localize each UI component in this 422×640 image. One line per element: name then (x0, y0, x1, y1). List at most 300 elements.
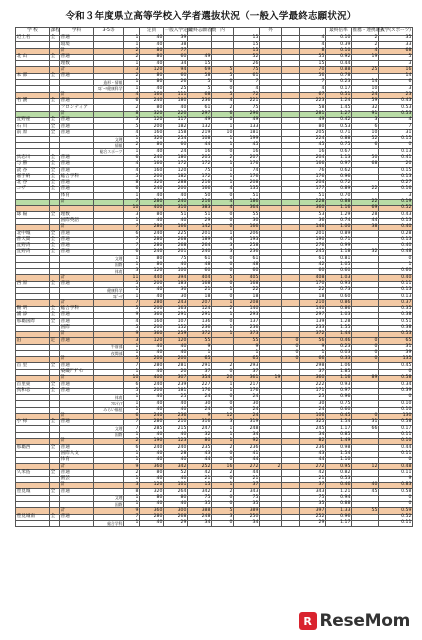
table-cell: 6 (124, 231, 140, 237)
table-cell: 201 (188, 231, 212, 237)
table-cell: 372 (300, 331, 326, 337)
table-cell: 2 (352, 36, 379, 42)
table-cell: 5 (212, 67, 234, 73)
table-cell: 1 (124, 501, 140, 507)
table-cell: 40 (140, 61, 164, 67)
table-cell: 60 (164, 73, 188, 79)
table-cell: 342 (164, 464, 188, 470)
table-cell: 21 (188, 287, 212, 293)
table-cell: 383 (188, 206, 212, 212)
table-cell: 48 (188, 262, 212, 268)
table-cell: 37 (234, 369, 260, 375)
table-cell: 1 (300, 350, 326, 356)
table-cell: 普通 (60, 237, 94, 243)
table-cell: 44 (234, 457, 260, 463)
table-cell: 0.94 (326, 495, 352, 501)
table-cell: 80 (140, 80, 164, 86)
table-cell: 205 (300, 130, 326, 136)
table-cell: 25 (164, 394, 188, 400)
table-cell: 普通 (60, 382, 94, 388)
table-cell: 25 (300, 394, 326, 400)
table-cell: 132 (188, 124, 212, 130)
table-cell: 30 (234, 218, 260, 224)
table-cell: 0.58 (379, 420, 413, 426)
table-cell: 272 (234, 464, 260, 470)
table-cell: 1 (188, 350, 212, 356)
table-cell: 49 (300, 117, 326, 123)
table-cell: 0.88 (326, 136, 352, 142)
table-cell: 58 (300, 105, 326, 111)
table-cell: 0.40 (379, 243, 413, 249)
table-cell: 204 (300, 180, 326, 186)
table-cell: 361 (234, 376, 260, 382)
table-cell: 80 (300, 124, 326, 130)
table-cell: 172 (188, 161, 212, 167)
table-cell: 168 (188, 281, 212, 287)
table-cell: 全 (50, 420, 60, 426)
table-cell: 61 (234, 256, 260, 262)
table-cell: 210 (300, 300, 326, 306)
table-cell: 全 (50, 514, 60, 520)
table-cell: 1.33 (326, 508, 352, 514)
table-cell: 224 (300, 136, 326, 142)
table-cell: 40 (140, 476, 164, 482)
table-cell: 120 (140, 117, 164, 123)
table-cell: 32 (352, 250, 379, 256)
table-cell: みらい福祉 (94, 407, 124, 413)
table-cell: 0.86 (326, 300, 352, 306)
table-cell: 60 (188, 268, 212, 274)
table-cell: 9 (188, 413, 212, 419)
table-cell: 嘉手納 (16, 174, 50, 180)
table-cell: 0.97 (326, 388, 352, 394)
table-cell: 66 (300, 357, 326, 363)
table-cell: 普通 (60, 388, 94, 394)
table-cell: 10 (124, 376, 140, 382)
table-cell: 75 (300, 495, 326, 501)
table-cell: 全 (50, 231, 60, 237)
header-blank-c (282, 28, 300, 36)
table-cell: 7 (124, 243, 140, 249)
table-cell: 1 (124, 218, 140, 224)
table-cell: 1 (212, 180, 234, 186)
table-cell: 計 (60, 111, 94, 117)
table-cell: 0.28 (379, 231, 413, 237)
table-cell: 1.16 (326, 376, 352, 382)
table-cell: 45 (234, 143, 260, 149)
table-cell: 普通 (60, 319, 94, 325)
table-cell: 首 里 (16, 363, 50, 369)
table-cell: 7 (124, 514, 140, 520)
table-cell: 0.43 (379, 212, 413, 218)
table-cell: 408 (300, 275, 326, 281)
table-cell: 38 (164, 42, 188, 48)
table-cell: 総合学科 (94, 520, 124, 526)
table-cell: 1 (212, 143, 234, 149)
header-in: 内 (212, 28, 234, 36)
table-cell: 360 (140, 331, 164, 337)
table-cell: 136 (188, 319, 212, 325)
table-cell: 1.16 (326, 206, 352, 212)
table-cell: 69 (352, 206, 379, 212)
table-cell: 4 (300, 36, 326, 42)
table-cell: 久米島 (16, 470, 50, 476)
table-cell (16, 520, 50, 526)
table-cell: 0.39 (326, 42, 352, 48)
table-cell: 61 (234, 73, 260, 79)
table-cell: 1 (124, 42, 140, 48)
table-cell: ｽﾎﾟｰﾂ (94, 294, 124, 300)
table-cell: 1 (212, 382, 234, 388)
table-cell: 0.98 (326, 445, 352, 451)
table-cell: 58 (188, 73, 212, 79)
table-cell: 92 (234, 439, 260, 445)
table-cell: 0 (379, 501, 413, 507)
table-cell: 19 (352, 54, 379, 60)
table-cell: 80 (140, 212, 164, 218)
table-cell: 16 (212, 464, 234, 470)
table-cell: 1 (124, 294, 140, 300)
table-cell: 0.53 (379, 111, 413, 117)
table-cell: 360 (140, 313, 164, 319)
table-cell: 43 (188, 451, 212, 457)
table-cell: 辺土名 (16, 36, 50, 42)
table-cell: 18 (234, 294, 260, 300)
table-cell: 35 (234, 501, 260, 507)
table-cell: 15 (234, 36, 260, 42)
table-cell: 80 (188, 439, 212, 445)
table-cell: 82 (300, 439, 326, 445)
table-cell: 10 (212, 130, 234, 136)
table-cell: 0.67 (326, 149, 352, 155)
table-cell: 普通 (60, 124, 94, 130)
table-cell: 計 (60, 464, 94, 470)
table-cell: 1.29 (326, 212, 352, 218)
table-cell: 3 (352, 117, 379, 123)
table-cell: 0.75 (326, 401, 352, 407)
table-cell: 普通 (60, 130, 94, 136)
table-cell: 120 (140, 338, 164, 344)
table-cell: 5 (124, 357, 140, 363)
table-cell: 281 (164, 363, 188, 369)
table-cell: 1.24 (326, 98, 352, 104)
table-body (16, 36, 413, 527)
table-cell: 235 (188, 445, 212, 451)
table-cell: 34 (234, 520, 260, 526)
table-cell: 343 (300, 489, 326, 495)
table-cell: 40 (164, 193, 188, 199)
table-cell: 1 (212, 136, 234, 142)
table-cell: 172 (188, 174, 212, 180)
table-cell: 236 (234, 250, 260, 256)
table-cell: 296 (234, 111, 260, 117)
table-cell: 12 (352, 464, 379, 470)
table-cell: 0.96 (326, 394, 352, 400)
table-cell: 220 (164, 111, 188, 117)
table-cell: 236 (188, 98, 212, 104)
table-cell: 1 (234, 350, 260, 356)
table-cell: 全 (50, 174, 60, 180)
table-cell: 24 (234, 413, 260, 419)
header-general-quota: 一般入学定員 (164, 28, 188, 36)
table-cell: 61 (300, 256, 326, 262)
table-cell: 75 (188, 495, 212, 501)
table-cell: 320 (140, 489, 164, 495)
table-cell: 陽 明 (16, 306, 50, 312)
table-cell: 77 (164, 48, 188, 54)
table-cell: 0.10 (326, 48, 352, 54)
table-cell: 364 (234, 206, 260, 212)
table-cell: 280 (140, 243, 164, 249)
table-cell: 0.89 (326, 187, 352, 193)
table-cell: 計 (60, 483, 94, 489)
table-cell: 0.23 (326, 80, 352, 86)
table-cell: 0.92 (326, 54, 352, 60)
table-cell: 56 (300, 338, 326, 344)
table-cell: 40 (140, 407, 164, 413)
table-cell: 228 (300, 199, 326, 205)
table-cell: 染織ﾃﾞｻﾞｲﾝ (60, 369, 94, 375)
table-cell: 61 (188, 105, 212, 111)
table-cell: 0 (212, 193, 234, 199)
table-cell: 80 (140, 105, 164, 111)
table-cell: 320 (140, 111, 164, 117)
table-cell: 40 (140, 501, 164, 507)
table-cell: 普通 (60, 281, 94, 287)
table-cell: 297 (188, 111, 212, 117)
table-cell: 0.85 (326, 432, 352, 438)
table-cell: ｽﾎﾟｰﾂ健康科学 (94, 86, 124, 92)
table-cell: 35 (188, 501, 212, 507)
table-cell: 4 (379, 117, 413, 123)
table-cell: 360 (300, 376, 326, 382)
table-cell: 67 (300, 92, 326, 98)
table-cell: 0 (212, 495, 234, 501)
table-cell: 199 (234, 136, 260, 142)
table-cell: 普通 (60, 155, 94, 161)
table-cell: 207 (188, 300, 212, 306)
table-cell: 体育 (60, 193, 94, 199)
table-cell: 24 (164, 149, 188, 155)
table-cell: 176 (188, 388, 212, 394)
table-cell: 252 (188, 464, 212, 470)
table-cell: 3 (124, 212, 140, 218)
table-cell: 200 (140, 306, 164, 312)
table-cell: 0.42 (326, 117, 352, 123)
table-cell: 80 (140, 48, 164, 54)
table-cell: 宜野座 (16, 117, 50, 123)
table-cell: 0.83 (379, 483, 413, 489)
table-cell: 68 (188, 92, 212, 98)
header-final-ratio: 最終倍率 (326, 28, 352, 36)
table-cell: 280 (140, 300, 164, 306)
table-cell: 普通 (60, 187, 94, 193)
table-cell: 全 (50, 237, 60, 243)
table-cell: 0.70 (326, 193, 352, 199)
table-cell: 200 (140, 325, 164, 331)
table-cell: 34 (164, 61, 188, 67)
table-cell: 111 (164, 92, 188, 98)
table-cell: 0.74 (326, 218, 352, 224)
table-cell: 2 (212, 363, 234, 369)
table-cell: 176 (300, 174, 326, 180)
table-cell: 176 (234, 174, 260, 180)
table-cell: 0.88 (326, 199, 352, 205)
table-cell: 215 (164, 426, 188, 432)
table-cell: 2 (124, 470, 140, 476)
table-cell: 51 (188, 212, 212, 218)
table-cell: 0.38 (379, 313, 413, 319)
table-cell: 40 (140, 193, 164, 199)
table-cell: 168 (234, 281, 260, 287)
table-cell: 普通 (60, 250, 94, 256)
table-cell: 35 (300, 501, 326, 507)
table-cell: 40 (164, 218, 188, 224)
table-cell: 1 (124, 451, 140, 457)
table-cell: 201 (300, 231, 326, 237)
table-cell: 80 (140, 470, 164, 476)
table-cell: 40 (140, 287, 164, 293)
table-cell: 39 (164, 36, 188, 42)
table-cell: 全 (50, 243, 60, 249)
table-cell: 普通 (60, 36, 94, 42)
table-cell: 200 (164, 187, 188, 193)
table-cell: 全 (50, 180, 60, 186)
table-cell: 75 (188, 168, 212, 174)
table-cell: 0.99 (326, 243, 352, 249)
table-cell: 2 (124, 439, 140, 445)
table-cell: 15 (188, 483, 212, 489)
table-cell: 全 (50, 73, 60, 79)
table-cell: 0.10 (379, 407, 413, 413)
table-cell: 7 (124, 363, 140, 369)
table-cell: 26 (164, 80, 188, 86)
table-cell: 1.54 (326, 451, 352, 457)
table-cell: 全 (50, 212, 60, 218)
table-cell: 360 (300, 206, 326, 212)
table-cell: 0 (212, 476, 234, 482)
header-recommend: 推薦・連携選抜 (352, 28, 379, 36)
table-cell: 7 (379, 124, 413, 130)
table-cell: 普通 (60, 313, 94, 319)
table-cell: 15 (188, 61, 212, 67)
table-cell: 0.93 (326, 382, 352, 388)
table-cell: 0.35 (379, 306, 413, 312)
table-cell: 0.58 (379, 376, 413, 382)
table-cell: 268 (164, 243, 188, 249)
table-cell: 258 (234, 243, 260, 249)
table-cell: 55 (352, 508, 379, 514)
table-cell: 76 (300, 168, 326, 174)
table-cell: 0.71 (326, 237, 352, 243)
table-cell: 280 (140, 420, 164, 426)
table-cell: 4 (124, 130, 140, 136)
table-cell: 51 (164, 212, 188, 218)
table-cell: 35 (379, 36, 413, 42)
table-cell: 0.34 (379, 382, 413, 388)
header-classes: 3-5等 (94, 28, 124, 36)
table-cell: 59 (352, 98, 379, 104)
table-cell: 3 (212, 420, 234, 426)
table-cell: 107 (164, 319, 188, 325)
selection-status-table (15, 27, 413, 527)
table-cell: 320 (140, 136, 164, 142)
table-cell: 68 (379, 48, 413, 54)
table-cell: 31 (352, 420, 379, 426)
table-cell: 全 (50, 388, 60, 394)
table-cell: 小 禄 (16, 420, 50, 426)
table-cell: 0.15 (379, 168, 413, 174)
table-cell: 1.03 (326, 275, 352, 281)
table-cell: 75 (234, 495, 260, 501)
table-cell: 200 (140, 281, 164, 287)
table-cell: 400 (140, 376, 164, 382)
table-cell: 80 (140, 495, 164, 501)
table-cell: 252 (300, 514, 326, 520)
table-cell: 1.49 (326, 439, 352, 445)
table-cell: 普通 (60, 54, 94, 60)
table-cell: 環境 (60, 42, 94, 48)
table-cell: 0.10 (379, 401, 413, 407)
table-cell: 123 (164, 439, 188, 445)
table-cell: 239 (164, 382, 188, 388)
table-cell: 午前部 (94, 344, 124, 350)
table-cell: 1 (212, 483, 234, 489)
table-cell: 全 (50, 250, 60, 256)
table-cell: 3 (379, 86, 413, 92)
table-cell: 普通 (60, 117, 94, 123)
resemom-logo (299, 610, 410, 632)
table-cell: 0.93 (326, 281, 352, 287)
table-cell: 268 (164, 514, 188, 520)
table-cell: 1.17 (326, 426, 352, 432)
table-cell: 291 (164, 313, 188, 319)
table-cell: 44 (352, 218, 379, 224)
table-cell: 166 (300, 161, 326, 167)
table-cell: 4 (352, 48, 379, 54)
table-cell: 250 (234, 514, 260, 520)
table-cell: 0 (212, 501, 234, 507)
table-cell: 6 (124, 250, 140, 256)
table-cell: 40 (164, 105, 188, 111)
table-cell: 40 (164, 457, 188, 463)
table-cell: 240 (140, 445, 164, 451)
table-cell: 0 (379, 394, 413, 400)
table-cell: 100 (164, 268, 188, 274)
table-cell: 354 (188, 376, 212, 382)
table-cell: 名 護 (16, 98, 50, 104)
table-cell: 国際 (94, 432, 124, 438)
table-cell: 236 (234, 325, 260, 331)
table-cell: 236 (188, 325, 212, 331)
table-cell: 56 (300, 73, 326, 79)
table-cell: 1.13 (326, 155, 352, 161)
table-cell: 259 (164, 331, 188, 337)
table-cell: 0 (212, 212, 234, 218)
table-cell: 49 (188, 117, 212, 123)
table-cell: 総合スポーツ (94, 149, 124, 155)
table-cell: 21 (234, 476, 260, 482)
table-cell: 176 (234, 161, 260, 167)
table-cell: 全 (50, 363, 60, 369)
table-cell: 石 川 (16, 124, 50, 130)
table-cell: 0.78 (326, 73, 352, 79)
table-cell: 1.05 (326, 262, 352, 268)
table-cell: 0 (379, 143, 413, 149)
table-cell: 0.43 (379, 98, 413, 104)
table-cell: 3 (124, 338, 140, 344)
table-cell: 全 (50, 117, 60, 123)
